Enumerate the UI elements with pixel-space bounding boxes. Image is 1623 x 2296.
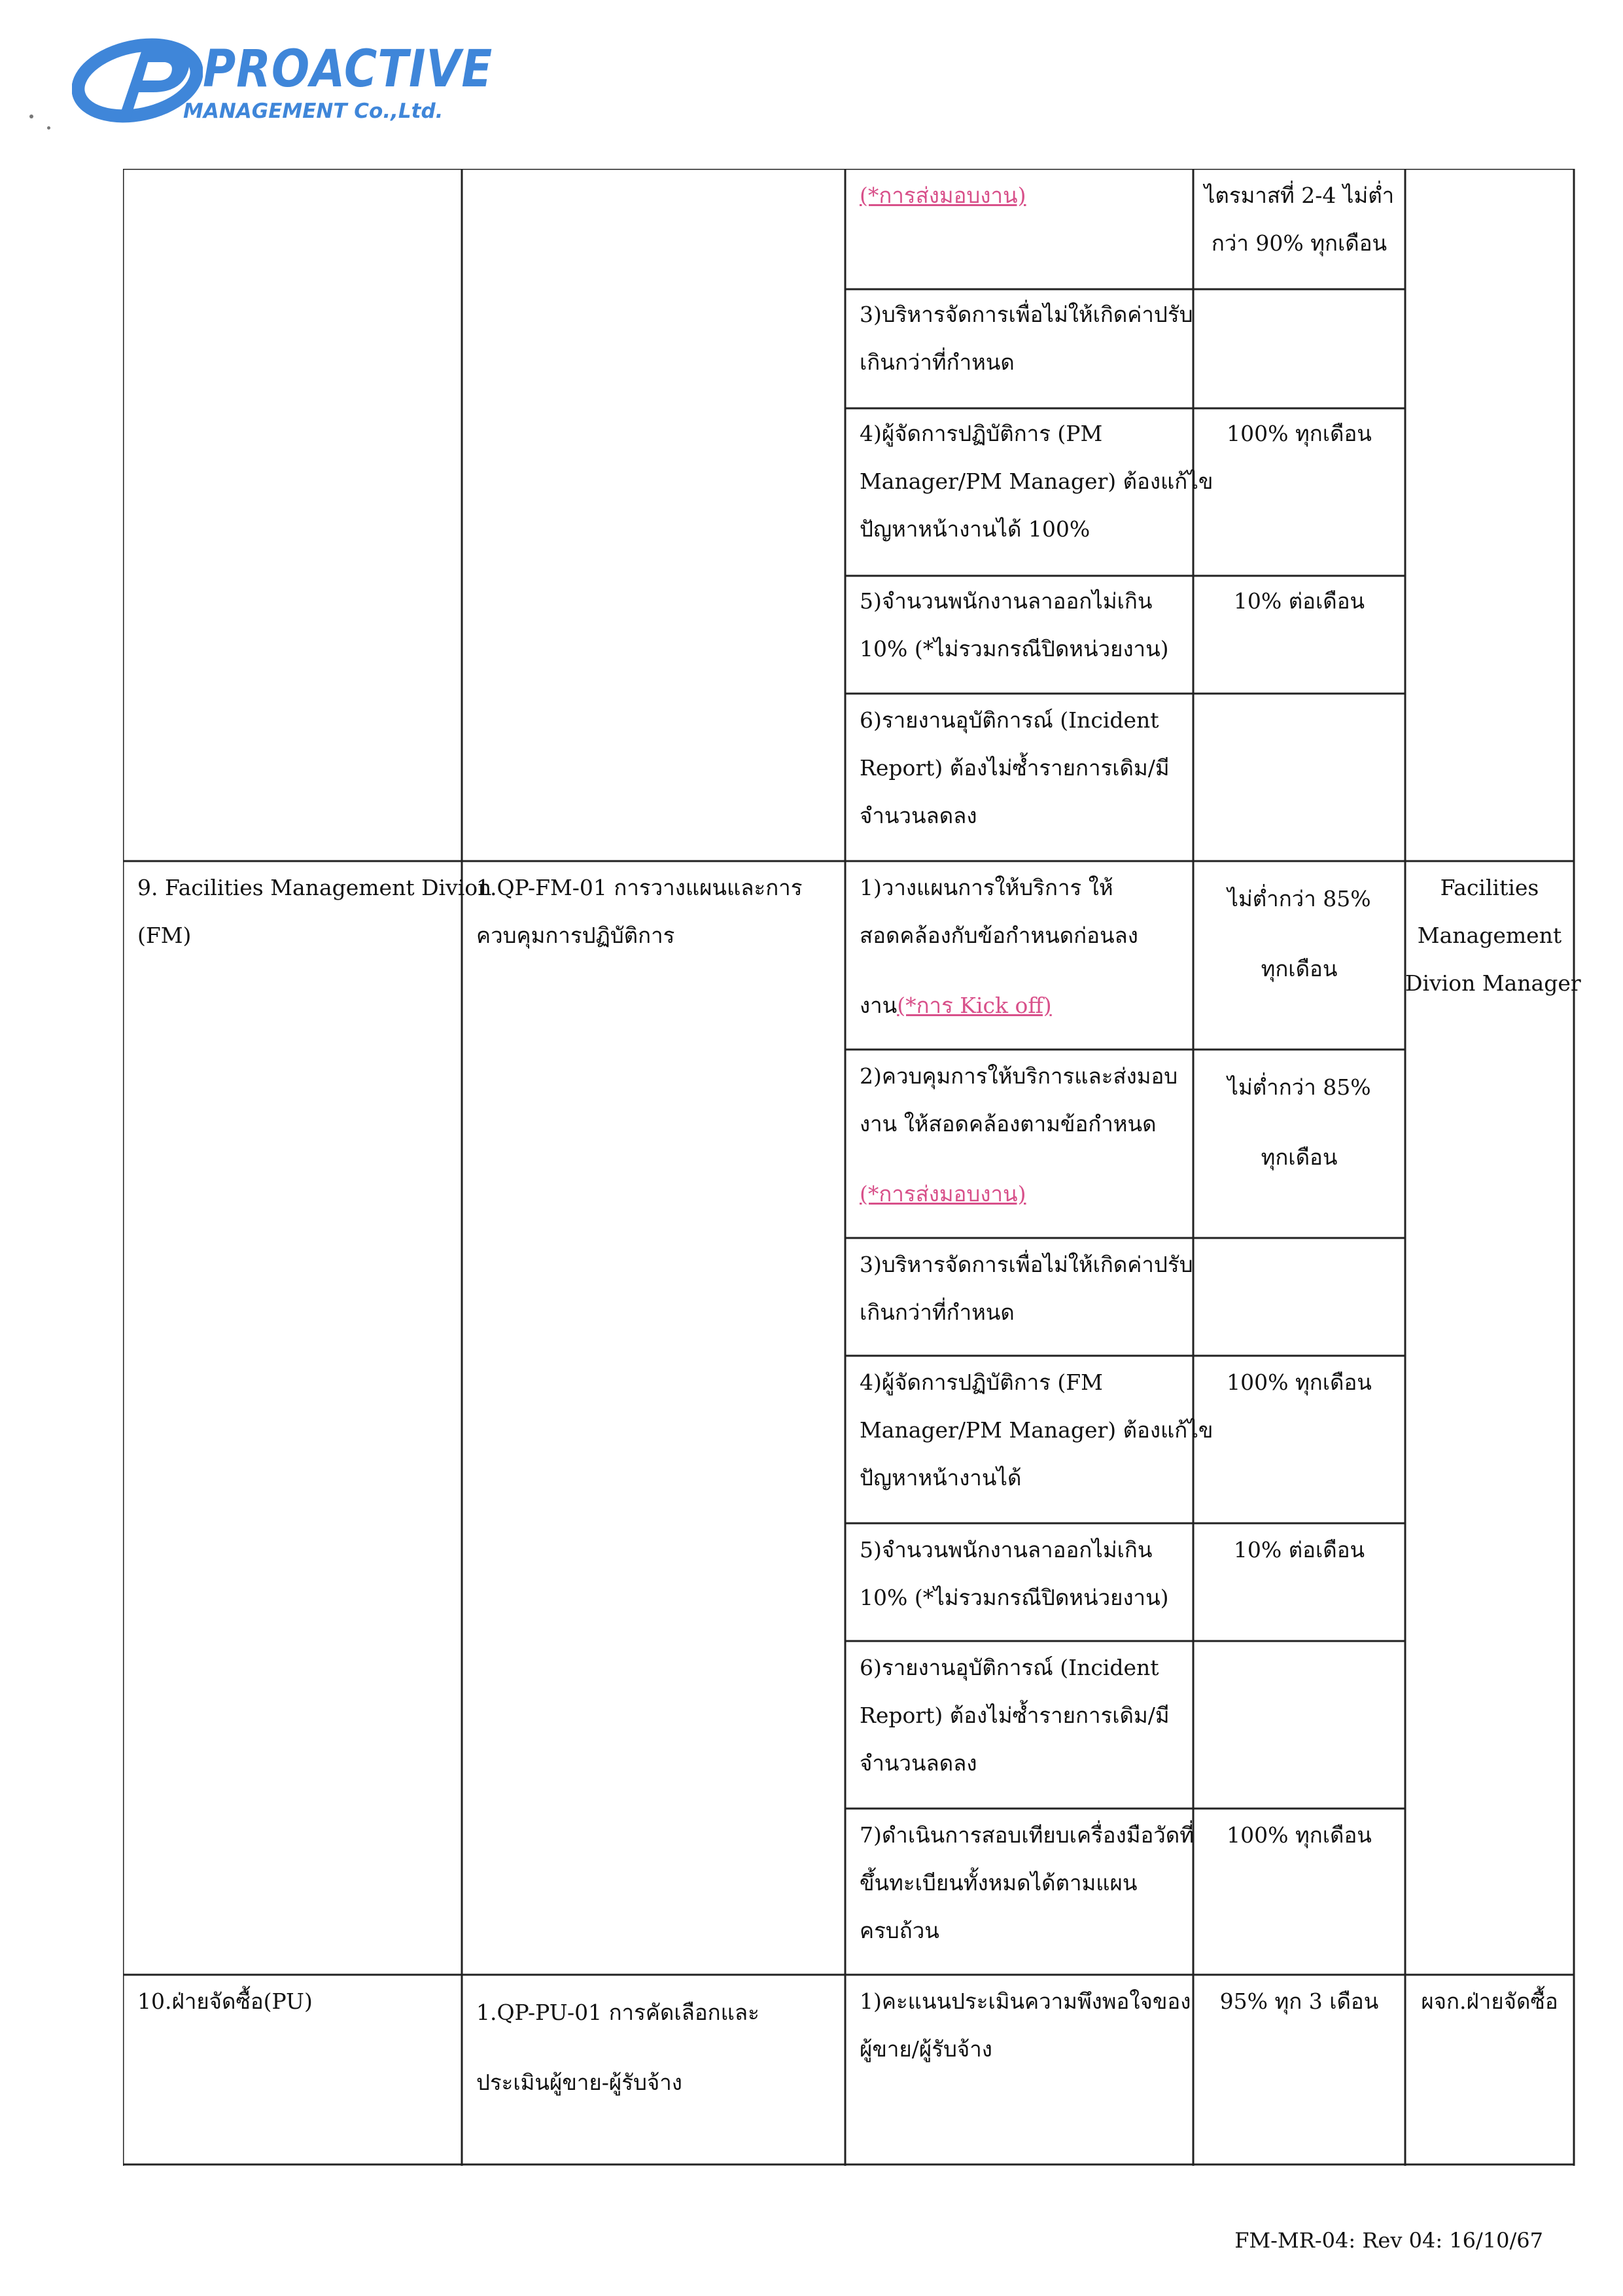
responsible-owner: Facilities Management Divion Manager (1405, 875, 1581, 996)
responsible-owner: ผจก.ฝ่ายจัดซื้อ (1421, 1988, 1558, 2014)
procedure-name: 1.QP-PU-01 การคัดเลือกและ ประเมินผู้ขาย-ผู้รับจ้าง (476, 2000, 759, 2095)
activity-item: 2)ควบคุมการให้บริการและส่งมอบ งาน ให้สอดคล้องตามข้อกำหนด (*การส่งมอบงาน) (860, 1052, 1178, 1218)
activity-item: 1)วางแผนการให้บริการ ให้ สอดคล้องกับข้อกำหนดก่อนลง งาน(*การ Kick off) (860, 875, 1138, 1018)
target-value: ไตรมาสที่ 2-4 ไม่ต่ำ กว่า 90% ทุกเดือน (1204, 183, 1395, 256)
target-value: ไม่ต่ำกว่า 85% ทุกเดือน (1227, 886, 1371, 981)
company-logo (72, 29, 493, 128)
activity-link-kickoff: (*การ Kick off) (897, 993, 1052, 1018)
activity-item: 5)จำนวนพนักงานลาออกไม่เกิน 10% (*ไม่รวมกรณีปิดหน่วยงาน) (860, 1537, 1169, 1610)
activity-item: 4)ผู้จัดการปฏิบัติการ (FM Manager/PM Manager) ต้องแก้ไข ปัญหาหน้างานได้ (860, 1369, 1213, 1491)
scan-speck (29, 115, 33, 118)
procedure-name: 1.QP-FM-01 การวางแผนและการ ควบคุมการปฏิบัติการ (476, 875, 803, 948)
activity-item: 6)รายงานอุบัติการณ์ (Incident Report) ต้องไม่ซ้ำรายการเดิม/มี จำนวนลดลง (860, 707, 1170, 828)
department-name: 9. Facilities Management Divion (FM) (137, 875, 492, 948)
logo-subtitle: MANAGEMENT Co.,Ltd. (183, 99, 444, 123)
document-code: FM-MR-04: Rev 04: 16/10/67 (1234, 2228, 1543, 2253)
activity-item: 4)ผู้จัดการปฏิบัติการ (PM Manager/PM Manager) ต้องแก้ไข ปัญหาหน้างานได้ 100% (860, 421, 1213, 542)
target-value: 95% ทุก 3 เดือน (1219, 1988, 1379, 2014)
activity-item: 7)ดำเนินการสอบเทียบเครื่องมือวัดที่ ขึ้นทะเบียนทั้งหมดได้ตามแผน ครบถ้วน (860, 1822, 1194, 1943)
activity-item: 1)คะแนนประเมินความพึงพอใจของ ผู้ขาย/ผู้รับจ้าง (860, 1988, 1191, 2062)
target-value: 10% ต่อเดือน (1233, 588, 1365, 614)
department-name: 10.ฝ่ายจัดซื้อ(PU) (137, 1988, 313, 2014)
activity-link-handover: (*การส่งมอบงาน) (860, 1181, 1026, 1207)
logo-wordmark: PROACTIVE (203, 40, 493, 99)
activity-item: 6)รายงานอุบัติการณ์ (Incident Report) ต้องไม่ซ้ำรายการเดิม/มี จำนวนลดลง (860, 1655, 1170, 1776)
target-value: 100% ทุกเดือน (1227, 1822, 1372, 1848)
target-value: 100% ทุกเดือน (1227, 421, 1372, 446)
activity-item: 3)บริหารจัดการเพื่อไม่ให้เกิดค่าปรับ เกินกว่าที่กำหนด (860, 1252, 1193, 1325)
target-value: ไม่ต่ำกว่า 85% ทุกเดือน (1227, 1074, 1371, 1170)
activity-item: 3)บริหารจัดการเพื่อไม่ให้เกิดค่าปรับ เกินกว่าที่กำหนด (860, 302, 1193, 375)
activity-link-handover: (*การส่งมอบงาน) (860, 183, 1026, 208)
target-value: 10% ต่อเดือน (1233, 1537, 1365, 1563)
activity-item: 5)จำนวนพนักงานลาออกไม่เกิน 10% (*ไม่รวมกรณีปิดหน่วยงาน) (860, 588, 1169, 662)
scan-speck (47, 126, 50, 130)
kpi-table (123, 169, 1581, 2166)
target-value: 100% ทุกเดือน (1227, 1369, 1372, 1395)
